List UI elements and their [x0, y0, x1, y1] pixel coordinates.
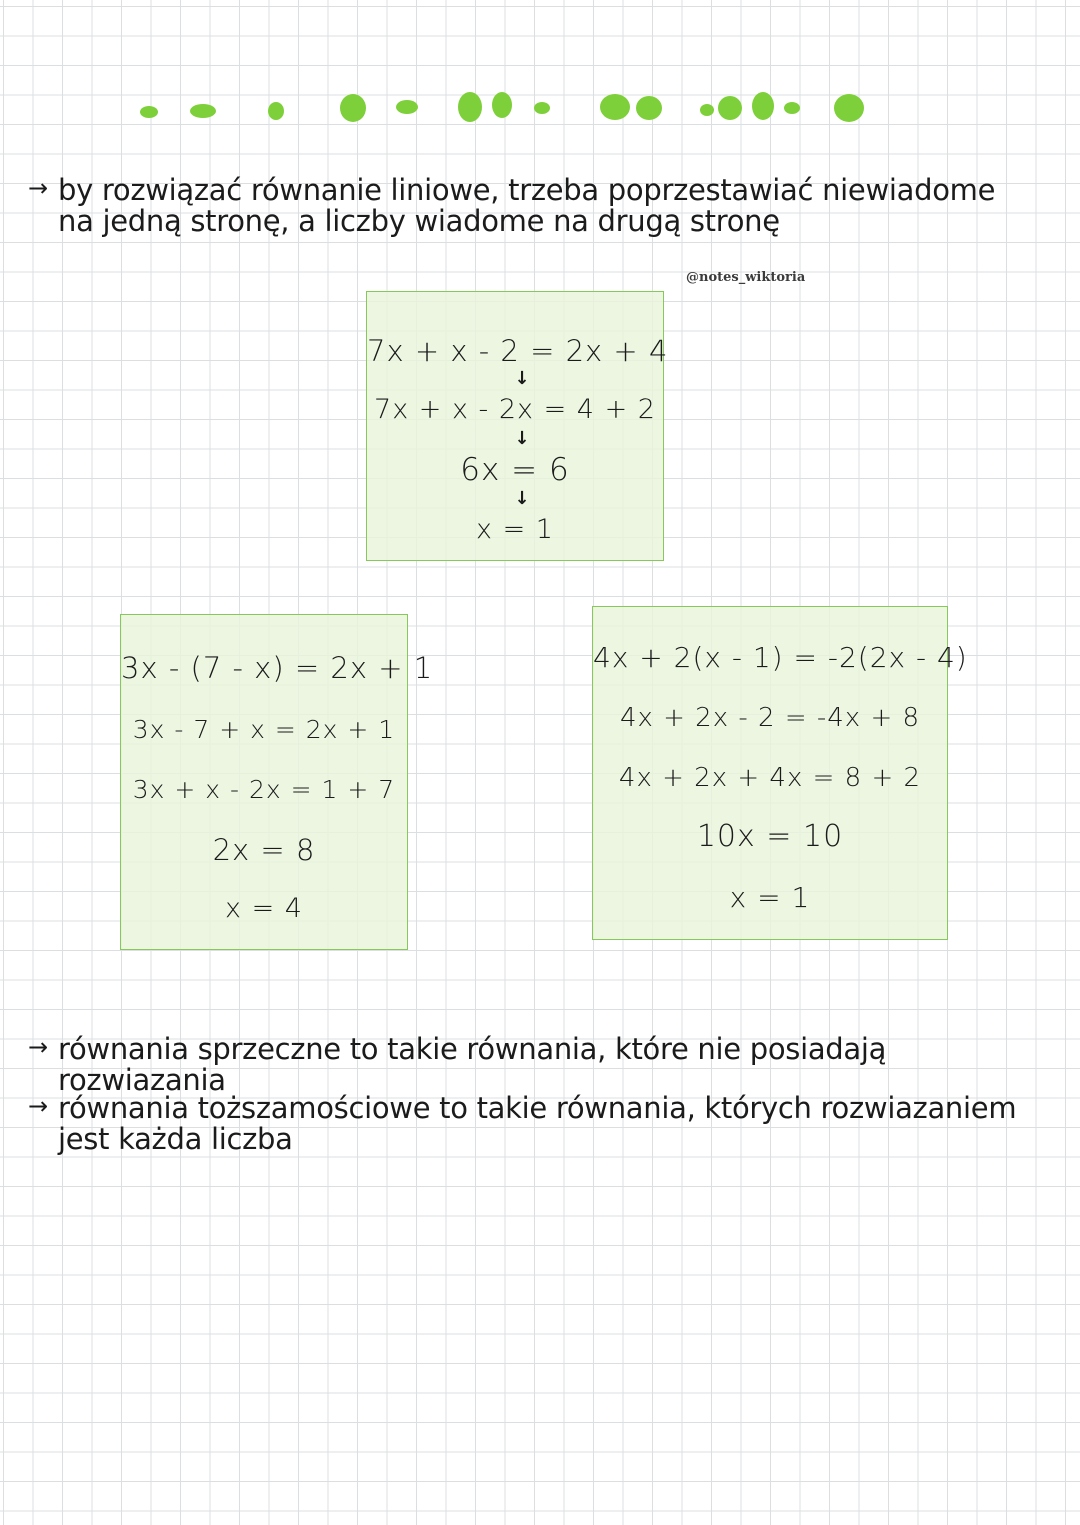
equation-step: 4x + 2x - 2 = -4x + 8 [619, 703, 921, 733]
intro-text: by rozwiązać równanie liniowe, trzeba poprzestawiać niewiadome na jedną stronę, a liczby wiadome na drugą stronę [58, 173, 996, 238]
note-text: równania toższamościowe to takie równania, których rozwiazaniem jest każda liczba [58, 1091, 1017, 1156]
arrow-down-icon: ↓ [514, 488, 530, 509]
equation-step: 4x + 2(x - 1) = -2(2x - 4) [593, 641, 968, 674]
watermark-handle: @notes_wiktoria [686, 270, 806, 285]
equation-step: 4x + 2x + 4x = 8 + 2 [618, 763, 922, 793]
equation-step: 3x + x - 2x = 1 + 7 [132, 775, 396, 804]
equation-step: 2x = 8 [212, 833, 316, 867]
equation-step: 7x + x - 2x = 4 + 2 [374, 394, 656, 425]
equation-step: 3x - 7 + x = 2x + 1 [132, 715, 396, 744]
title-decoration [140, 84, 880, 124]
intro-note [28, 175, 1018, 237]
arrow-right-icon: → [28, 1033, 48, 1061]
equation-step: 3x - (7 - x) = 2x + 1 [121, 651, 434, 685]
example-box-left [120, 614, 434, 950]
example-box-right [592, 606, 968, 940]
arrow-down-icon: ↓ [514, 428, 530, 449]
arrow-right-icon: → [28, 1092, 48, 1120]
equation-step: x = 1 [476, 514, 554, 545]
note-contradictory-equations [28, 1034, 1018, 1096]
arrow-right-icon: → [28, 174, 48, 202]
example-box-center [366, 291, 669, 561]
equation-step: 10x = 10 [696, 819, 844, 854]
equation-step: x = 4 [225, 893, 303, 924]
equation-step: x = 1 [729, 881, 811, 914]
arrow-down-icon: ↓ [514, 368, 530, 389]
equation-step: 6x = 6 [460, 452, 570, 488]
note-identity-equations [28, 1093, 1018, 1155]
note-text: równania sprzeczne to takie równania, które nie posiadają rozwiazania [58, 1032, 887, 1097]
equation-step: 7x + x - 2 = 2x + 4 [367, 334, 669, 368]
